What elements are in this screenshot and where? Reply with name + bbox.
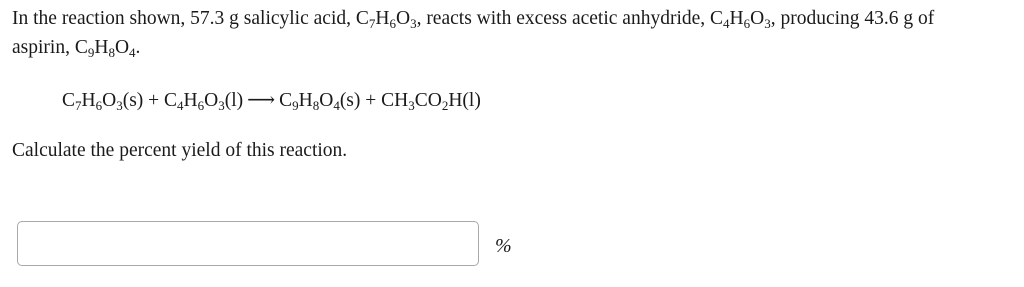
product-acetic-acid: $CH_3CO_2H(l)$	[381, 90, 481, 113]
question-text: , reacts with excess acetic anhydride,	[416, 8, 711, 29]
reactant-salicylic-acid: $C_7H_6O_3(s)$	[62, 90, 144, 113]
product-aspirin: $C_9H_8O_4(s)$	[279, 90, 361, 113]
percent-unit-label: %	[495, 235, 512, 257]
question-line-1	[12, 4, 934, 34]
plus-sign: +	[360, 90, 382, 111]
plus-sign: +	[143, 90, 165, 111]
question-line-2: aspirin, $C_9H_8O_4$.	[12, 37, 141, 60]
acetic-anhydride-formula: $C_4H_6O_3$	[710, 8, 771, 31]
reaction-arrow-icon: ⟶	[247, 90, 276, 111]
question-text: aspirin,	[12, 37, 75, 58]
chemical-equation	[62, 86, 481, 116]
salicylic-acid-formula: $C_7H_6O_3$	[355, 8, 417, 31]
question-text: In the reaction shown, 57.3 g salicylic acid,	[12, 8, 356, 29]
reactant-acetic-anhydride: $C_4H_6O_3(l)$	[164, 90, 244, 113]
percent-yield-input[interactable]	[17, 221, 479, 266]
aspirin-formula: $C_9H_8O_4$	[74, 37, 136, 60]
instruction-text: Calculate the percent yield of this reaction.	[12, 140, 348, 161]
question-text: , producing 43.6 g of	[770, 8, 935, 29]
